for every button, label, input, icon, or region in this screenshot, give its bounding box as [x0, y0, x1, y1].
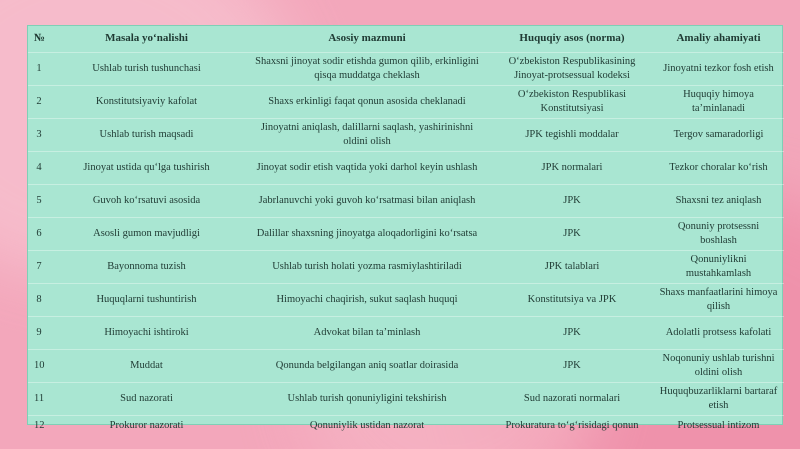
cell-content: Advokat bilan taʼminlash [243, 316, 491, 349]
header-practical-significance: Amaliy ahamiyati [676, 31, 761, 44]
table-row [28, 283, 784, 316]
table-body [28, 52, 784, 435]
table-row [28, 118, 784, 151]
slide-table-panel [27, 25, 783, 431]
cell-practical: Adolatli protsess kafolati [653, 316, 784, 349]
table-row [28, 217, 784, 250]
cell-direction: Sud nazorati [50, 382, 243, 415]
cell-content: Jinoyatni aniqlash, dalillarni saqlash, yashirinishni oldini olish [243, 118, 491, 151]
cell-direction: Guvoh koʻrsatuvi asosida [50, 184, 243, 217]
cell-legal-basis: Prokuratura toʻgʻrisidagi qonun [491, 415, 653, 435]
cell-legal-basis: Sud nazorati normalari [491, 382, 653, 415]
cell-legal-basis: JPK tegishli moddalar [491, 118, 653, 151]
cell-content: Shaxsni jinoyat sodir etishda gumon qilib, erkinligini qisqa muddatga cheklash [243, 52, 491, 85]
table-row [28, 382, 784, 415]
cell-legal-basis: Konstitutsiya va JPK [491, 283, 653, 316]
cell-direction: Himoyachi ishtiroki [50, 316, 243, 349]
table-row [28, 184, 784, 217]
table-row [28, 151, 784, 184]
header-number: № [34, 31, 46, 44]
cell-practical: Protsessual intizom [653, 415, 784, 435]
cell-number: 12 [28, 415, 50, 435]
cell-number: 9 [28, 316, 50, 349]
cell-content: Dalillar shaxsning jinoyatga aloqadorligini koʻrsatsa [243, 217, 491, 250]
cell-legal-basis: Oʻzbekiston Respublikasining Jinoyat-protsessual kodeksi [491, 52, 653, 85]
cell-direction: Konstitutsiyaviy kafolat [50, 85, 243, 118]
cell-content: Qonunda belgilangan aniq soatlar doirasida [243, 349, 491, 382]
cell-practical: Qonuniy protsessni boshlash [653, 217, 784, 250]
cell-direction: Muddat [50, 349, 243, 382]
table-row [28, 250, 784, 283]
cell-practical: Qonuniylikni mustahkamlash [653, 250, 784, 283]
cell-number: 4 [28, 151, 50, 184]
cell-number: 3 [28, 118, 50, 151]
cell-direction: Jinoyat ustida quʻlga tushirish [50, 151, 243, 184]
cell-content: Himoyachi chaqirish, sukut saqlash huquqi [243, 283, 491, 316]
cell-legal-basis: JPK [491, 184, 653, 217]
header-direction: Masala yoʻnalishi [105, 31, 188, 44]
cell-content: Jinoyat sodir etish vaqtida yoki darhol keyin ushlash [243, 151, 491, 184]
header-legal-basis: Huquqiy asos (norma) [519, 31, 625, 44]
cell-legal-basis: JPK talablari [491, 250, 653, 283]
cell-direction: Bayonnoma tuzish [50, 250, 243, 283]
cell-number: 6 [28, 217, 50, 250]
cell-practical: Jinoyatni tezkor fosh etish [653, 52, 784, 85]
cell-practical: Tezkor choralar koʻrish [653, 151, 784, 184]
cell-practical: Tergov samaradorligi [653, 118, 784, 151]
cell-direction: Prokuror nazorati [50, 415, 243, 435]
cell-direction: Huquqlarni tushuntirish [50, 283, 243, 316]
cell-direction: Ushlab turish tushunchasi [50, 52, 243, 85]
cell-number: 7 [28, 250, 50, 283]
cell-content: Ushlab turish holati yozma rasmiylashtiriladi [243, 250, 491, 283]
cell-legal-basis: JPK [491, 217, 653, 250]
table-row [28, 85, 784, 118]
detention-table [28, 26, 784, 435]
cell-legal-basis: JPK [491, 316, 653, 349]
cell-practical: Shaxsni tez aniqlash [653, 184, 784, 217]
cell-practical: Shaxs manfaatlarini himoya qilish [653, 283, 784, 316]
cell-practical: Huquqbuzarliklarni bartaraf etish [653, 382, 784, 415]
cell-practical: Huquqiy himoya taʼminlanadi [653, 85, 784, 118]
cell-direction: Asosli gumon mavjudligi [50, 217, 243, 250]
cell-number: 8 [28, 283, 50, 316]
table-row [28, 415, 784, 435]
table-row [28, 349, 784, 382]
cell-number: 11 [28, 382, 50, 415]
table-header-row [28, 26, 784, 52]
cell-number: 5 [28, 184, 50, 217]
cell-content: Jabrlanuvchi yoki guvoh koʻrsatmasi bilan aniqlash [243, 184, 491, 217]
cell-legal-basis: JPK [491, 349, 653, 382]
table-row [28, 52, 784, 85]
cell-number: 1 [28, 52, 50, 85]
cell-practical: Noqonuniy ushlab turishni oldini olish [653, 349, 784, 382]
cell-content: Shaxs erkinligi faqat qonun asosida cheklanadi [243, 85, 491, 118]
header-content: Asosiy mazmuni [328, 31, 406, 44]
cell-number: 2 [28, 85, 50, 118]
table-row [28, 316, 784, 349]
cell-number: 10 [28, 349, 50, 382]
cell-direction: Ushlab turish maqsadi [50, 118, 243, 151]
cell-content: Qonuniylik ustidan nazorat [243, 415, 491, 435]
cell-content: Ushlab turish qonuniyligini tekshirish [243, 382, 491, 415]
cell-legal-basis: JPK normalari [491, 151, 653, 184]
cell-legal-basis: Oʻzbekiston Respublikasi Konstitutsiyasi [491, 85, 653, 118]
